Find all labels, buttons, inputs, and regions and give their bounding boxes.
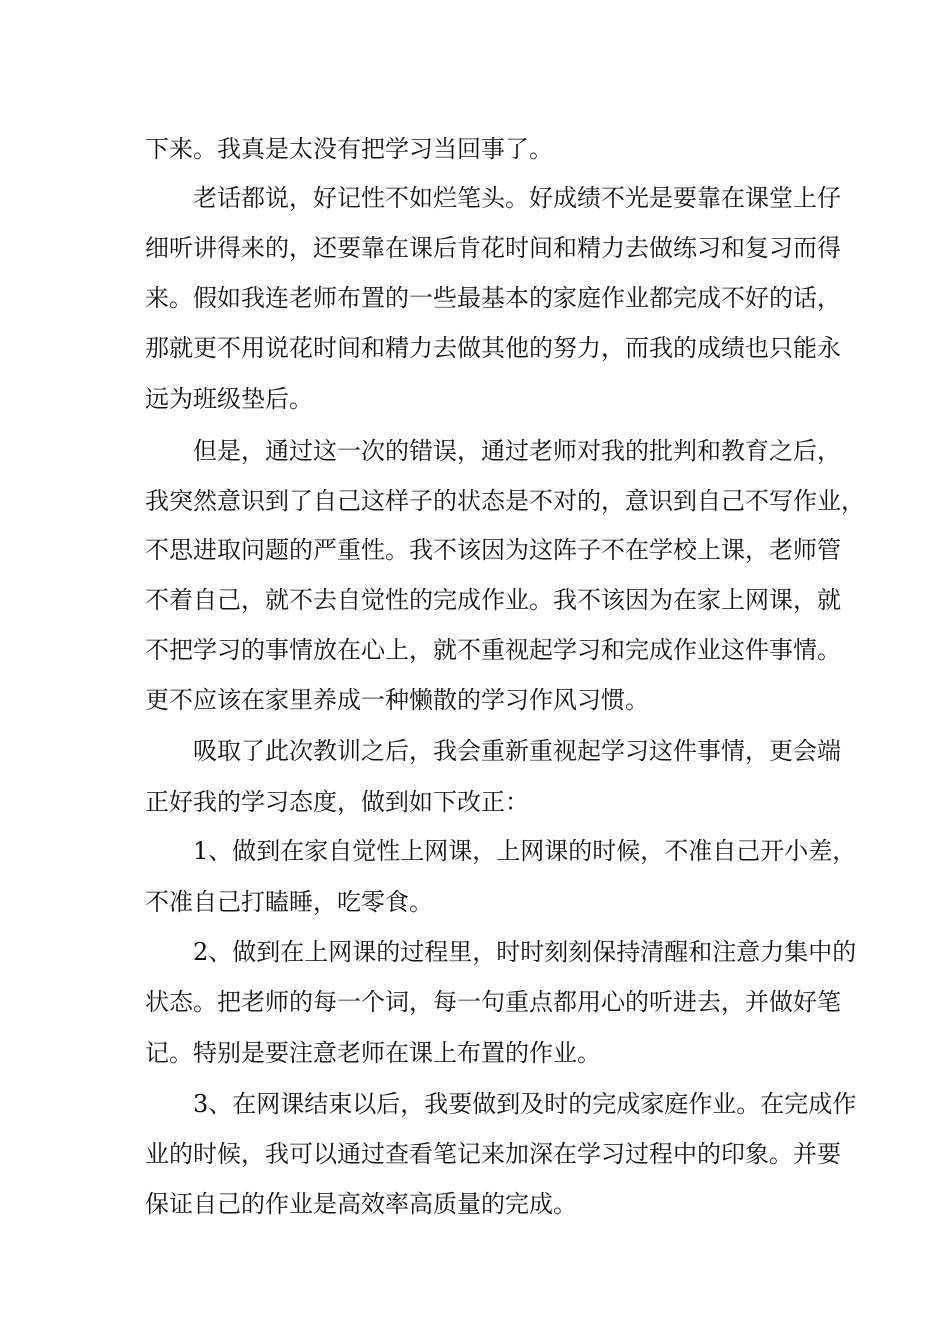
text-line: 不着自己，就不去自觉性的完成作业。我不该因为在家上网课，就	[145, 586, 841, 614]
text-line: 来。假如我连老师布置的一些最基本的家庭作业都完成不好的话，	[145, 284, 841, 312]
text-line: 那就更不用说花时间和精力去做其他的努力，而我的成绩也只能永	[145, 334, 841, 362]
text-line: 正好我的学习态度，做到如下改正：	[145, 788, 529, 816]
text-line: 3、在网课结束以后，我要做到及时的完成家庭作业。在完成作	[193, 1090, 857, 1118]
text-line: 2、做到在上网课的过程里，时时刻刻保持清醒和注意力集中的	[193, 938, 857, 966]
text-line: 状态。把老师的每一个词，每一句重点都用心的听进去，并做好笔	[145, 988, 841, 1016]
text-line: 吸取了此次教训之后，我会重新重视起学习这件事情，更会端	[193, 737, 841, 765]
text-line: 但是，通过这一次的错误，通过老师对我的批判和教育之后，	[193, 437, 841, 465]
text-line: 我突然意识到了自己这样子的状态是不对的，意识到自己不写作业，	[145, 487, 865, 515]
text-line: 不把学习的事情放在心上，就不重视起学习和完成作业这件事情。	[145, 636, 841, 664]
text-line: 细听讲得来的，还要靠在课后肯花时间和精力去做练习和复习而得	[145, 234, 841, 262]
text-line: 更不应该在家里养成一种懒散的学习作风习惯。	[145, 686, 649, 714]
text-line: 保证自己的作业是高效率高质量的完成。	[145, 1190, 577, 1218]
text-line: 不准自己打瞌睡，吃零食。	[145, 888, 433, 916]
text-line: 老话都说，好记性不如烂笔头。好成绩不光是要靠在课堂上仔	[193, 184, 841, 212]
text-line: 业的时候，我可以通过查看笔记来加深在学习过程中的印象。并要	[145, 1140, 841, 1168]
text-line: 远为班级垫后。	[145, 385, 313, 413]
text-line: 记。特别是要注意老师在课上布置的作业。	[145, 1039, 601, 1067]
text-line: 1、做到在家自觉性上网课，上网课的时候，不准自己开小差，	[193, 837, 857, 865]
text-line: 不思进取问题的严重性。我不该因为这阵子不在学校上课，老师管	[145, 536, 841, 564]
text-line: 下来。我真是太没有把学习当回事了。	[145, 135, 553, 163]
